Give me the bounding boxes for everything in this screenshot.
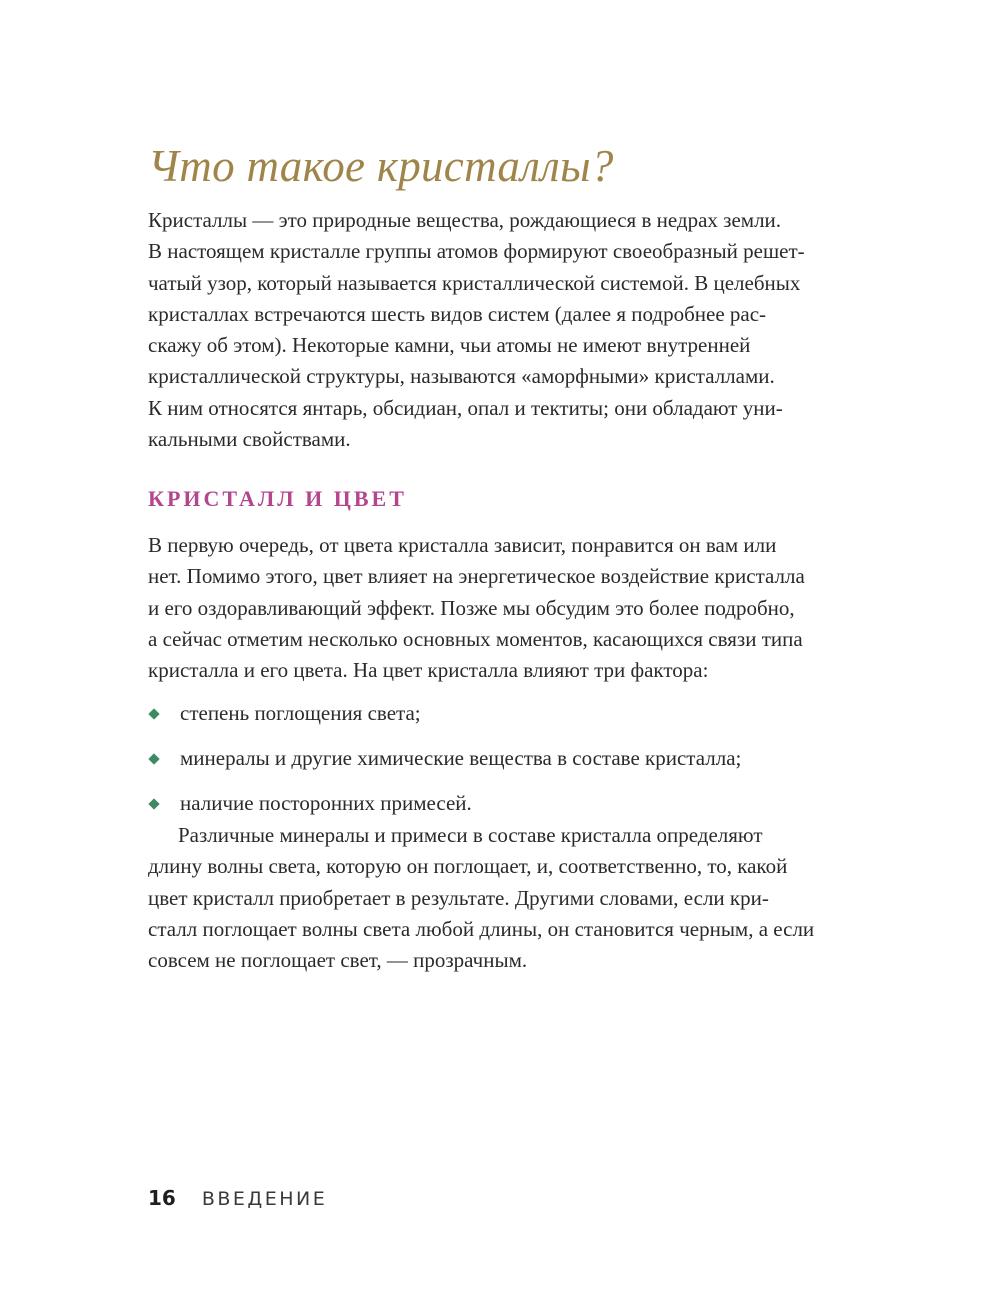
paragraph-line: Кристаллы — это природные вещества, рождающиеся в недрах земли. xyxy=(148,208,782,232)
paragraph-line: длину волны света, которую он поглощает, и, соответственно, то, какой xyxy=(148,854,788,879)
page-title: Что такое кристаллы? xyxy=(148,141,614,191)
paragraph-line: цвет кристалл приобретает в результате. Другими словами, если кри- xyxy=(148,885,769,910)
factors-list xyxy=(148,698,741,833)
list-item xyxy=(148,698,741,729)
page-footer xyxy=(148,1186,327,1210)
closing-paragraph xyxy=(148,820,814,976)
running-section-title: ВВЕДЕНИЕ xyxy=(201,1188,328,1210)
book-page xyxy=(148,0,853,1300)
paragraph-line: нет. Помимо этого, цвет влияет на энергетическое воздействие кристалла xyxy=(148,564,805,589)
paragraph-line: и его оздоравливающий эффект. Позже мы обсудим это более подробно, xyxy=(148,595,795,620)
color-paragraph xyxy=(148,530,805,686)
paragraph-line: В настоящем кристалле группы атомов формируют своеобразный решет- xyxy=(148,239,805,264)
paragraph-line: К ним относятся янтарь, обсидиан, опал и тектиты; они обладают уни- xyxy=(148,395,783,420)
list-item-text: минералы и другие химические вещества в составе кристалла; xyxy=(180,746,742,770)
page-number: 16 xyxy=(148,1186,176,1210)
paragraph-line: сталл поглощает волны света любой длины, он становится черным, а если xyxy=(148,916,815,941)
intro-paragraph xyxy=(148,205,805,455)
diamond-bullet-icon xyxy=(148,753,159,764)
paragraph-line: Различные минералы и примеси в составе кристалла определяют xyxy=(178,823,763,847)
paragraph-line: а сейчас отметим несколько основных моментов, касающихся связи типа xyxy=(148,626,803,651)
paragraph-line: чатый узор, который называется кристаллической системой. В целебных xyxy=(148,270,801,295)
paragraph-line: кристалла и его цвета. На цвет кристалла влияют три фактора: xyxy=(148,658,709,683)
diamond-bullet-icon xyxy=(148,708,159,719)
list-item xyxy=(148,788,741,819)
paragraph-line: кристаллах встречаются шесть видов систем (далее я подробнее рас- xyxy=(148,301,767,326)
paragraph-line: кальными свойствами. xyxy=(148,427,351,452)
paragraph-line: совсем не поглощает свет, — прозрачным. xyxy=(148,948,528,973)
paragraph-line: кристаллической структуры, называются «аморфными» кристаллами. xyxy=(148,364,775,389)
section-subheading: КРИСТАЛЛ И ЦВЕТ xyxy=(148,486,407,511)
list-item-text: наличие посторонних примесей. xyxy=(180,791,472,815)
list-item-text: степень поглощения света; xyxy=(180,701,421,725)
diamond-bullet-icon xyxy=(148,798,159,809)
paragraph-line: скажу об этом). Некоторые камни, чьи атомы не имеют внутренней xyxy=(148,333,751,358)
list-item xyxy=(148,743,741,774)
paragraph-line: В первую очередь, от цвета кристалла зависит, понравится он вам или xyxy=(148,533,777,557)
